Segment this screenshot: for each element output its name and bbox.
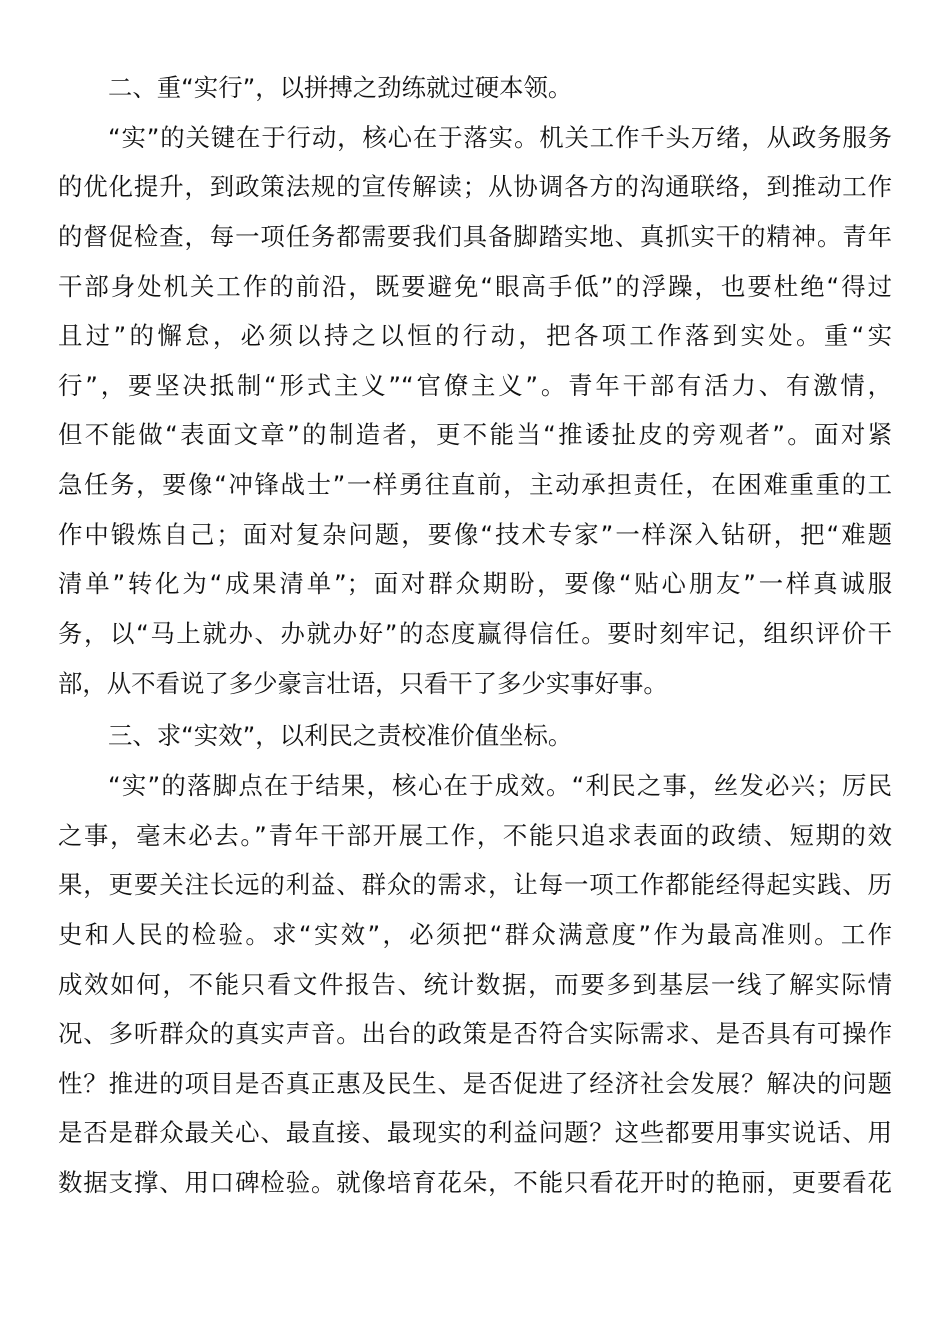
paragraph-line: 急任务，要像“冲锋战士”一样勇往直前，主动承担责任，在困难重重的工 — [58, 470, 892, 499]
paragraph-line: 果，更要关注长远的利益、群众的需求，让每一项工作都能经得起实践、历 — [58, 870, 892, 899]
paragraph-line: 作中锻炼自己；面对复杂问题，要像“技术专家”一样深入钻研，把“难题 — [58, 520, 892, 549]
paragraph-line: 但不能做“表面文章”的制造者，更不能当“推诿扯皮的旁观者”。面对紧 — [58, 420, 892, 449]
paragraph-line: 行”，要坚决抵制“形式主义”“官僚主义”。青年干部有活力、有激情， — [58, 371, 892, 400]
paragraph-line: 且过”的懈怠，必须以持之以恒的行动，把各项工作落到实处。重“实 — [58, 321, 892, 350]
section-heading: 二、重“实行”，以拼搏之劲练就过硬本领。 — [108, 73, 573, 102]
paragraph-line: 务，以“马上就办、办就办好”的态度赢得信任。要时刻牢记，组织评价干 — [58, 619, 892, 648]
paragraph-line: 数据支撑、用口碑检验。就像培育花朵，不能只看花开时的艳丽，更要看花 — [58, 1168, 892, 1197]
paragraph-line: 成效如何，不能只看文件报告、统计数据，而要多到基层一线了解实际情 — [58, 970, 892, 999]
paragraph-line: 是否是群众最关心、最直接、最现实的利益问题？这些都要用事实说话、用 — [58, 1118, 892, 1147]
paragraph-line: 况、多听群众的真实声音。出台的政策是否符合实际需求、是否具有可操作 — [58, 1019, 892, 1048]
paragraph-line: 之事，毫末必去。”青年干部开展工作，不能只追求表面的政绩、短期的效 — [58, 821, 892, 850]
paragraph-line: 的督促检查，每一项任务都需要我们具备脚踏实地、真抓实干的精神。青年 — [58, 222, 892, 251]
paragraph-line: “实”的关键在于行动，核心在于落实。机关工作千头万绪，从政务服务 — [108, 123, 892, 152]
paragraph-line: 干部身处机关工作的前沿，既要避免“眼高手低”的浮躁，也要杜绝“得过 — [58, 272, 892, 301]
paragraph-line: 的优化提升，到政策法规的宣传解读；从协调各方的沟通联络，到推动工作 — [58, 172, 892, 201]
paragraph-line: “实”的落脚点在于结果，核心在于成效。“利民之事，丝发必兴；厉民 — [108, 771, 892, 800]
section-heading: 三、求“实效”，以利民之责校准价值坐标。 — [108, 721, 573, 750]
paragraph-line: 性？推进的项目是否真正惠及民生、是否促进了经济社会发展？解决的问题 — [58, 1069, 892, 1098]
paragraph-line: 部，从不看说了多少豪言壮语，只看干了多少实事好事。 — [58, 669, 668, 698]
paragraph-line: 史和人民的检验。求“实效”，必须把“群众满意度”作为最高准则。工作 — [58, 920, 892, 949]
paragraph-line: 清单”转化为“成果清单”；面对群众期盼，要像“贴心朋友”一样真诚服 — [58, 569, 892, 598]
